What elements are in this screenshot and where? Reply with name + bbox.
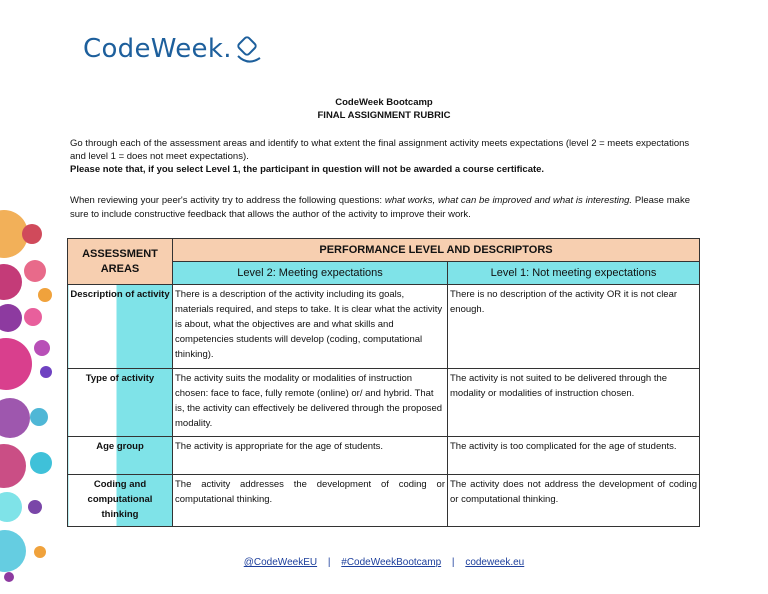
table-row <box>68 475 700 527</box>
logo-text: CodeWeek. <box>83 34 232 64</box>
header-assessment-areas: ASSESSMENT AREAS <box>68 239 173 285</box>
table-row <box>68 437 700 475</box>
table-row <box>68 369 700 437</box>
review-suffix: Please make sure to include constructive feedback that allows the author of the activity to improve their work. <box>70 195 690 220</box>
intro-note: Please note that, if you select Level 1, the participant in question will not be awarded a course certificate. <box>70 164 545 175</box>
document-subtitle: FINAL ASSIGNMENT RUBRIC <box>317 110 451 121</box>
intro-instructions: Go through each of the assessment areas and identify to what extent the final assignment activity meets expectations (level 2 = meets expectations and level 1 = does not meet expectations). <box>70 138 690 162</box>
level1-cell: The activity is too complicated for the age of students. <box>448 437 700 475</box>
website-link[interactable]: codeweek.eu <box>465 557 525 568</box>
hashtag-link[interactable]: #CodeWeekBootcamp <box>341 557 442 568</box>
table-row <box>68 285 700 369</box>
codeweek-logo <box>83 32 264 66</box>
level1-cell: The activity does not address the development of coding or computational thinking. <box>448 475 700 527</box>
level2-cell: The activity is appropriate for the age of students. <box>173 437 448 475</box>
twitter-link[interactable]: @CodeWeekEU <box>243 557 318 568</box>
intro-text <box>70 137 690 176</box>
area-cell: Age group <box>68 437 173 475</box>
header-level-2: Level 2: Meeting expectations <box>173 262 448 285</box>
table-header-row <box>68 239 700 262</box>
level1-cell: The activity is not suited to be delivered through the modality or modalities of instruction chosen. <box>448 369 700 437</box>
document-title: CodeWeek Bootcamp <box>335 97 433 108</box>
document-header <box>0 96 768 122</box>
area-cell: Description of activity <box>68 285 173 369</box>
footer-separator: | <box>327 557 331 568</box>
rubric-table <box>67 238 700 527</box>
review-instructions <box>70 194 690 222</box>
area-cell: Type of activity <box>68 369 173 437</box>
level2-cell: There is a description of the activity including its goals, materials required, and steps to take. It is clear what the activity is about, what the objectives are and what skills and competencies students will develop (coding, computational thinking). <box>173 285 448 369</box>
header-performance-level: PERFORMANCE LEVEL AND DESCRIPTORS <box>173 239 700 262</box>
level2-cell: The activity suits the modality or modalities of instruction chosen: face to face, fully remote (online) or/ and hybrid. That is, the activity can effectively be delivered through the proposed modality. <box>173 369 448 437</box>
level2-cell: The activity addresses the development of coding or computational thinking. <box>173 475 448 527</box>
header-level-1: Level 1: Not meeting expectations <box>448 262 700 285</box>
footer-links <box>0 557 768 568</box>
review-prefix: When reviewing your peer's activity try to address the following questions: <box>70 195 385 206</box>
area-cell: Coding and computational thinking <box>68 475 173 527</box>
footer-separator: | <box>451 557 455 568</box>
review-questions: what works, what can be improved and what is interesting. <box>384 195 633 206</box>
level1-cell: There is no description of the activity OR it is not clear enough. <box>448 285 700 369</box>
logo-mark-icon <box>234 34 264 66</box>
